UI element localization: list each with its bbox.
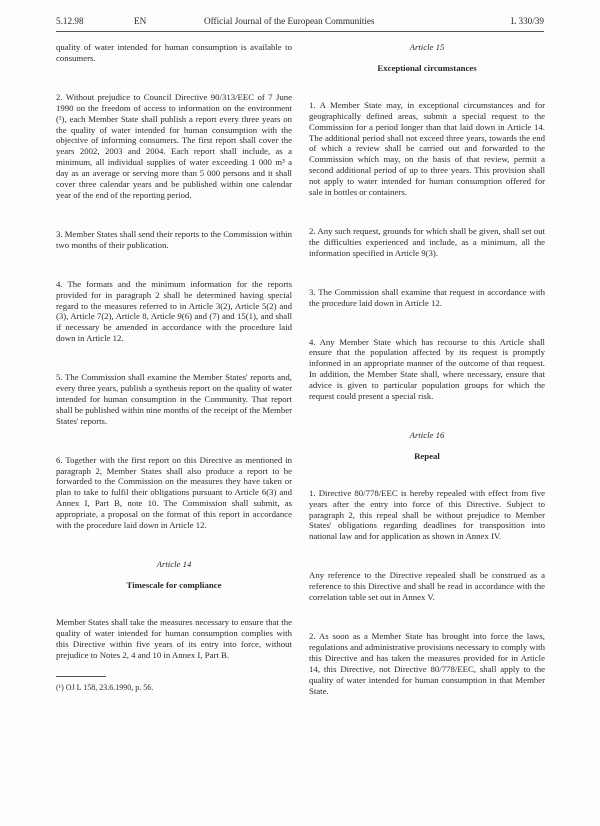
page-header <box>56 14 544 28</box>
header-language: EN <box>134 16 147 26</box>
header-journal-title: Official Journal of the European Communities <box>204 16 375 26</box>
paragraph-16-1: 1. Directive 80/778/EEC is hereby repealed with effect from five years after the entry into force of this Directive. Subject to paragraph 2, this repeal shall be without prejudice to Member States' obligations regarding deadlines for transposition into national law and for application as shown in Annex IV. <box>309 487 545 542</box>
paragraph-15-2: 2. Any such request, grounds for which shall be given, shall set out the difficulties experienced and include, as a minimum, all the information specified in Article 9(3). <box>309 225 545 258</box>
paragraph-13-6: 6. Together with the first report on this Directive as mentioned in paragraph 2, Member States shall also produce a report to be forwarded to the Commission on the measures they have taken or plan to take to fulfil their obligations pursuant to Article 6(3) and Annex I, Part B, note 10. The Commission shall submit, as appropriate, a proposal on the format of this report in accordance with the procedure laid down in Article 12. <box>56 454 292 531</box>
header-page-reference: L 330/39 <box>510 16 544 26</box>
article-14-title: Timescale for compliance <box>126 579 222 590</box>
paragraph-13-2: 2. Without prejudice to Council Directive 90/313/EEC of 7 June 1990 on the freedom of access to information on the environment (¹), each Member State shall publish a report every three years on the quality of water intended for human consumption with the objective of informing consumers. The first report shall cover the years 2002, 2003 and 2004. Each report shall include, as a minimum, all individual supplies of water exceeding 1 000 m³ a day as an average or serving more than 5 000 persons and it shall cover three calendar years and be published within one calendar year of the end of the reporting period. <box>56 91 292 200</box>
paragraph-16-reference: Any reference to the Directive repealed shall be construed as a reference to this Directive and shall be read in accordance with the correlation table set out in Annex V. <box>309 570 545 603</box>
header-rule <box>56 31 544 32</box>
paragraph-continuation: quality of water intended for human consumption is available to consumers. <box>56 42 292 63</box>
paragraph-15-3: 3. The Commission shall examine that request in accordance with the procedure laid down in Article 12. <box>309 286 545 308</box>
header-date: 5.12.98 <box>56 16 84 26</box>
paragraph-16-2: 2. As soon as a Member State has brought into force the laws, regulations and administrative provisions necessary to comply with this Directive and has taken the measures provided for in Article 14, this Directive, not Directive 80/778/EEC, shall apply to the quality of water intended for human consumption in that Member State. <box>309 631 545 696</box>
article-14-text: Member States shall take the measures necessary to ensure that the quality of water intended for human consumption complies with this Directive within five years of its entry into force, without prejudice to Notes 2, 4 and 10 in Annex I, Part B. <box>56 616 292 660</box>
article-14-number: Article 14 <box>156 559 192 569</box>
paragraph-15-4: 4. Any Member State which has recourse to this Article shall ensure that the population affected by its request is promptly informed in an appropriate manner of the outcome of that request. In addition, the Member State shall, where necessary, ensure that advice is given to particular population groups for which the request could present a special risk. <box>309 336 545 402</box>
right-column <box>309 42 545 724</box>
paragraph-13-4: 4. The formats and the minimum information for the reports provided for in paragraph 2 shall be determined having special regard to the measures referred to in Article 3(2), Article 5(2) and (3), Article 7(2), Article 8, Article 9(6) and (7) and 15(1), and shall if necessary be amended in accordance with the procedure laid down in Article 12. <box>56 278 292 344</box>
paragraph-13-5: 5. The Commission shall examine the Member States' reports and, every three years, publish a synthesis report on the quality of water intended for human consumption in the Community. That report shall be published within nine months of the receipt of the Member States' reports. <box>56 372 292 426</box>
footnote-rule <box>56 676 106 677</box>
left-column <box>56 42 292 693</box>
paragraph-15-1: 1. A Member State may, in exceptional circumstances and for geographically defined areas, submit a special request to the Commission for a period longer than that laid down in Article 14. The additional period shall not exceed three years, towards the end of which a review shall be carried out and forwarded to the Commission which may, on the basis of that review, permit a second additional period of up to three years. This provision shall not apply to water intended for human consumption offered for sale in bottles or containers. <box>309 99 545 198</box>
article-16-title: Repeal <box>414 450 440 461</box>
footnote: (¹) OJ L 158, 23.6.1990, p. 56. <box>56 683 154 693</box>
article-15-title: Exceptional circumstances <box>377 62 477 73</box>
paragraph-13-3: 3. Member States shall send their reports to the Commission within two months of their publication. <box>56 228 292 250</box>
article-16-number: Article 16 <box>409 429 445 440</box>
article-15-number: Article 15 <box>409 42 445 52</box>
